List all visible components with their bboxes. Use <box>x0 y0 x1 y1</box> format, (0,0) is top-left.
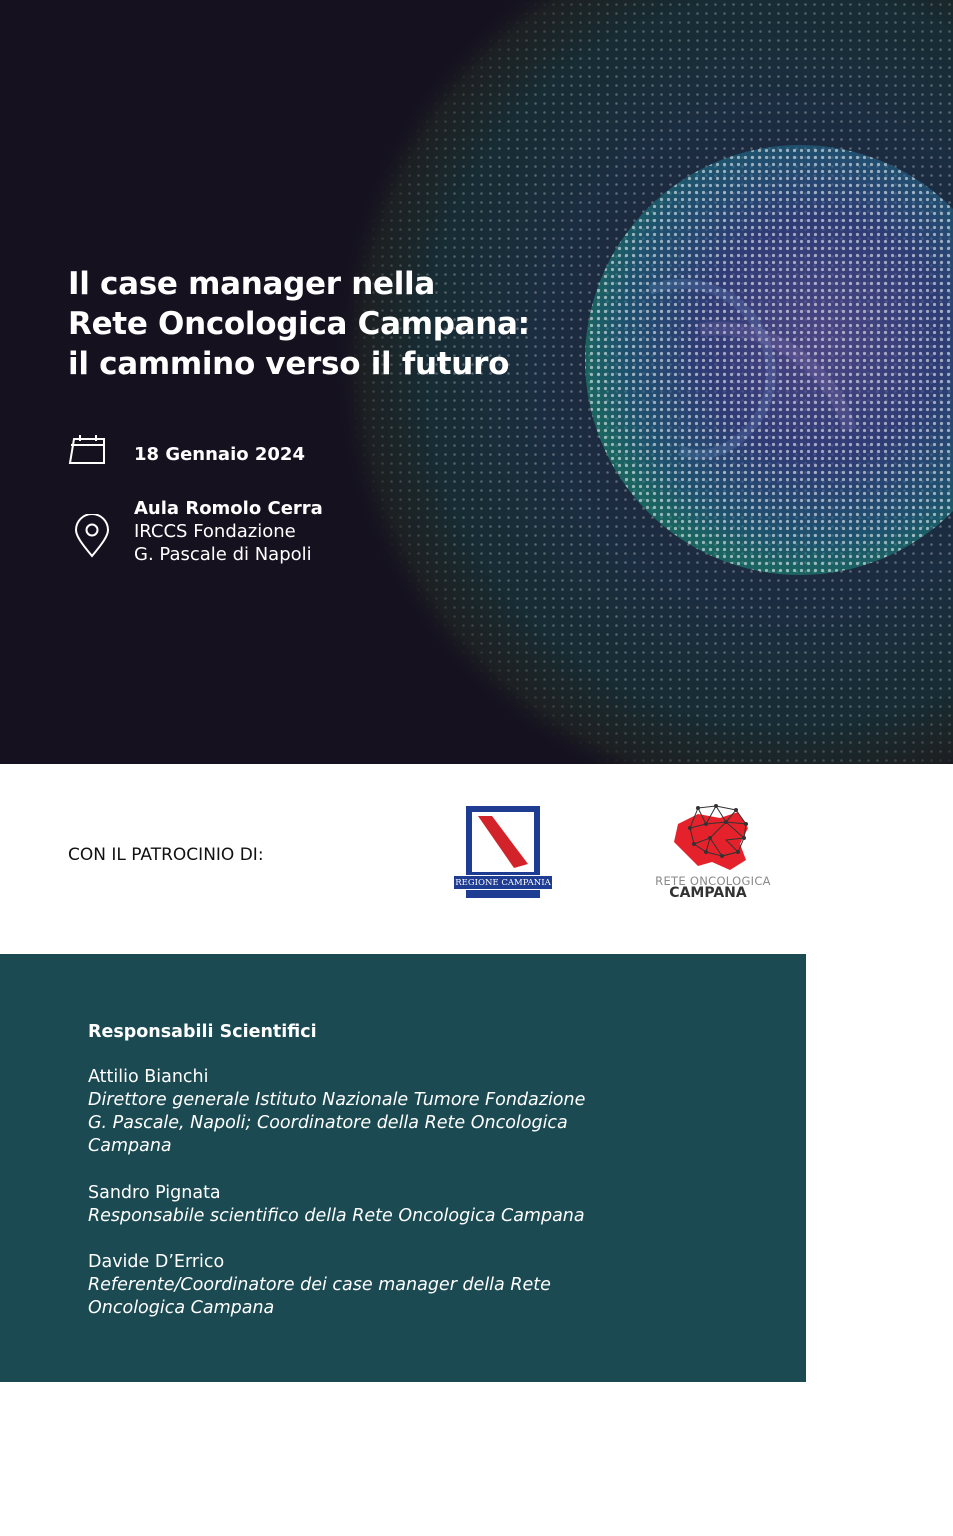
title-line-1: Il case manager nella <box>68 266 435 302</box>
person-role: Oncologica Campana <box>88 1298 275 1318</box>
scientific-committee-panel <box>0 954 806 1382</box>
patronage-label: CON IL PATROCINIO DI: <box>68 845 264 865</box>
rete-oncologica-campana-logo <box>650 804 776 904</box>
regione-caption: REGIONE CAMPANIA <box>453 875 553 890</box>
venue-hall: Aula Romolo Cerra <box>134 498 323 519</box>
person-name: Sandro Pignata <box>88 1183 221 1203</box>
person-role: G. Pascale, Napoli; Coordinatore della Rete Oncologica <box>88 1113 568 1133</box>
title-line-2: Rete Oncologica Campana: <box>68 306 530 342</box>
roc-line-1: RETE ONCOLOGICA <box>655 874 771 888</box>
person-role: Referente/Coordinatore dei case manager della Rete <box>88 1275 551 1295</box>
title-line-3: il cammino verso il futuro <box>68 346 510 382</box>
location-pin-icon <box>74 514 110 558</box>
regione-emblem-icon <box>472 812 534 872</box>
venue-location: G. Pascale di Napoli <box>134 544 312 565</box>
roc-line-2: CAMPANA <box>669 885 747 901</box>
event-date: 18 Gennaio 2024 <box>134 444 305 465</box>
person-entry <box>88 1182 585 1228</box>
event-venue <box>134 497 323 566</box>
person-name: Davide D’Errico <box>88 1252 225 1272</box>
calendar-icon <box>68 433 108 467</box>
person-entry <box>88 1066 585 1158</box>
hero-banner <box>0 0 953 764</box>
event-title <box>68 264 530 384</box>
person-role: Responsabile scientifico della Rete Oncologica Campana <box>88 1206 585 1226</box>
regione-campania-logo <box>453 806 553 898</box>
scientific-heading: Responsabili Scientifici <box>88 1022 317 1042</box>
person-role: Direttore generale Istituto Nazionale Tumore Fondazione <box>88 1090 586 1110</box>
person-role: Campana <box>88 1136 172 1156</box>
person-name: Attilio Bianchi <box>88 1067 209 1087</box>
venue-institution: IRCCS Fondazione <box>134 521 296 542</box>
person-entry <box>88 1251 551 1320</box>
roc-network-emblem-icon <box>650 804 776 876</box>
